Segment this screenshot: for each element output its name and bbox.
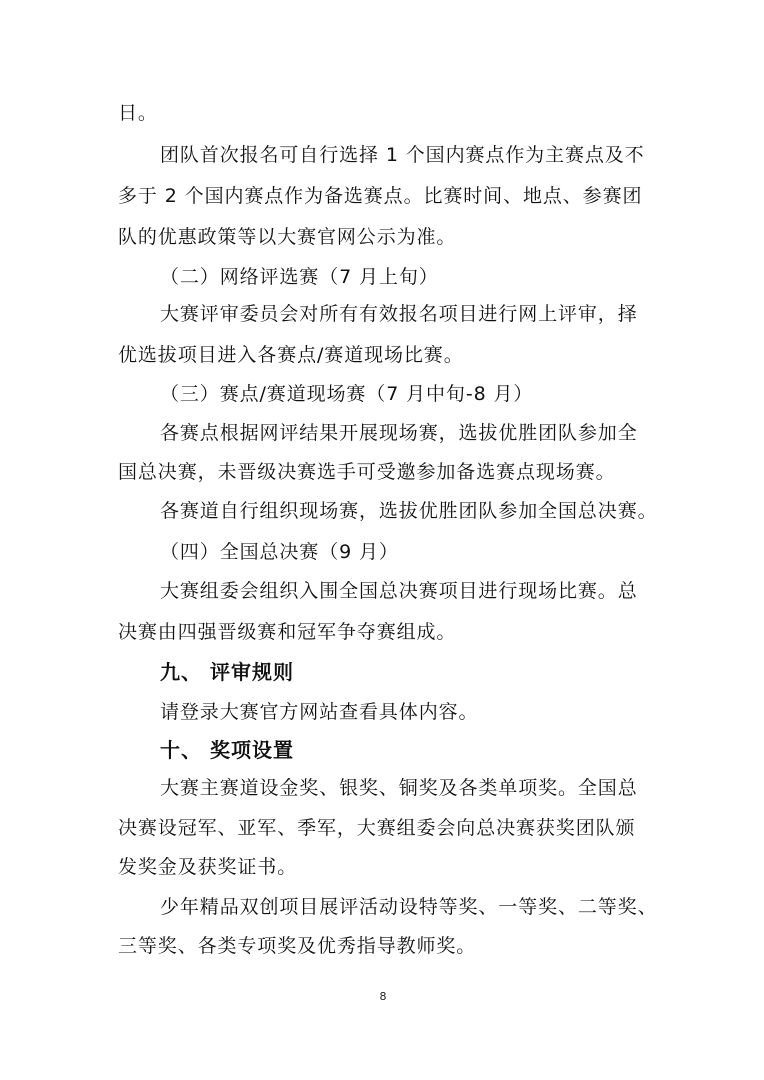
paragraph-line-national-finals: 大赛组委会组织入围全国总决赛项目进行现场比赛。总 xyxy=(160,580,638,602)
paragraph-line-online-review-2: 优选拔项目进入各赛点/赛道现场比赛。 xyxy=(118,344,464,366)
section-heading-review-rules: 九、 评审规则 xyxy=(160,660,294,684)
paragraph-line-team-registration-2: 多于 2 个国内赛点作为备选赛点。比赛时间、地点、参赛团 xyxy=(118,185,643,207)
paragraph-line-onsite-competition: 各赛点根据网评结果开展现场赛，选拔优胜团队参加全 xyxy=(160,422,638,444)
paragraph-line-online-review: 大赛评审委员会对所有有效报名项目进行网上评审，择 xyxy=(160,303,638,325)
section-heading-awards: 十、 奖项设置 xyxy=(160,738,294,762)
paragraph-line-national-finals-2: 决赛由四强晋级赛和冠军争夺赛组成。 xyxy=(118,621,457,643)
paragraph-line-track-competition: 各赛道自行组织现场赛，选拔优胜团队参加全国总决赛。 xyxy=(160,500,658,522)
paragraph-line-team-registration: 团队首次报名可自行选择 1 个国内赛点作为主赛点及不 xyxy=(160,144,645,166)
paragraph-line-youth-awards-2: 三等奖、各类专项奖及优秀指导教师奖。 xyxy=(118,935,477,957)
subheading-national-finals: （四）全国总决赛（9 月） xyxy=(160,541,399,563)
paragraph-line-awards: 大赛主赛道设金奖、银奖、铜奖及各类单项奖。全国总 xyxy=(160,777,638,799)
paragraph-line-review-rules: 请登录大赛官方网站查看具体内容。 xyxy=(160,701,479,723)
paragraph-line-awards-2: 决赛设冠军、亚军、季军，大赛组委会向总决赛获奖团队颁 xyxy=(118,817,636,839)
paragraph-line-onsite-competition-2: 国总决赛，未晋级决赛选手可受邀参加备选赛点现场赛。 xyxy=(118,461,616,483)
paragraph-line-team-registration-3: 队的优惠政策等以大赛官网公示为准。 xyxy=(118,226,457,248)
paragraph-line-continuation: 日。 xyxy=(118,102,158,124)
paragraph-line-youth-awards: 少年精品双创项目展评活动设特等奖、一等奖、二等奖、 xyxy=(160,896,658,918)
page-number: 8 xyxy=(379,990,387,1003)
subheading-onsite-competition: （三）赛点/赛道现场赛（7 月中旬-8 月） xyxy=(160,383,534,405)
paragraph-line-awards-3: 发奖金及获奖证书。 xyxy=(118,856,298,878)
subheading-online-selection: （二）网络评选赛（7 月上旬） xyxy=(160,266,439,288)
